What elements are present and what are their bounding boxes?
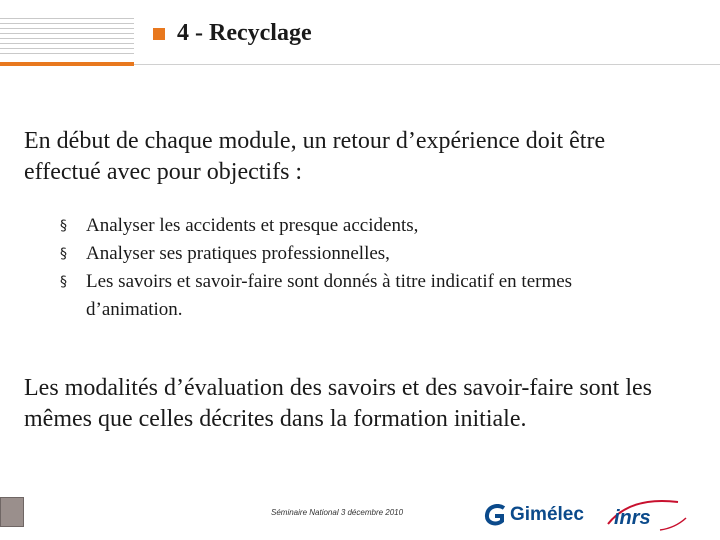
intro-paragraph: En début de chaque module, un retour d’expérience doit être effectué avec pour objectifs : (24, 128, 606, 185)
header-divider (134, 64, 720, 65)
gimelec-logo-text: Gimélec (510, 504, 584, 525)
list-item-text: Analyser les accidents et presque accidents, (86, 215, 419, 236)
section-bullet-icon: § (60, 246, 67, 262)
header-decorative-stripes (0, 18, 134, 62)
list-item (60, 212, 660, 240)
header-accent-bar (0, 62, 134, 66)
conclusion-paragraph: Les modalités d’évaluation des savoirs et des savoir-faire sont les mêmes que celles décrites dans la formation initiale. (24, 375, 653, 432)
section-bullet-icon: § (60, 274, 67, 290)
footer-event-text: Séminaire National 3 décembre 2010 (271, 508, 404, 517)
objectives-list (60, 212, 660, 324)
slide-title-text: 4 - Recyclage (177, 20, 312, 46)
list-item (60, 268, 660, 324)
section-bullet-icon: § (60, 218, 67, 234)
slide-title (153, 20, 312, 47)
gimelec-swoosh-icon (484, 504, 508, 526)
inrs-logo-text: inrs (614, 507, 651, 529)
list-item-text: Analyser ses pratiques professionnelles, (86, 243, 390, 264)
list-item-text: Les savoirs et savoir-faire sont donnés à titre indicatif en termes d’animation. (86, 271, 573, 320)
square-bullet-icon (153, 28, 165, 40)
list-item (60, 240, 660, 268)
corner-decoration (0, 497, 24, 527)
inrs-logo (600, 494, 690, 534)
gimelec-logo (484, 500, 584, 530)
